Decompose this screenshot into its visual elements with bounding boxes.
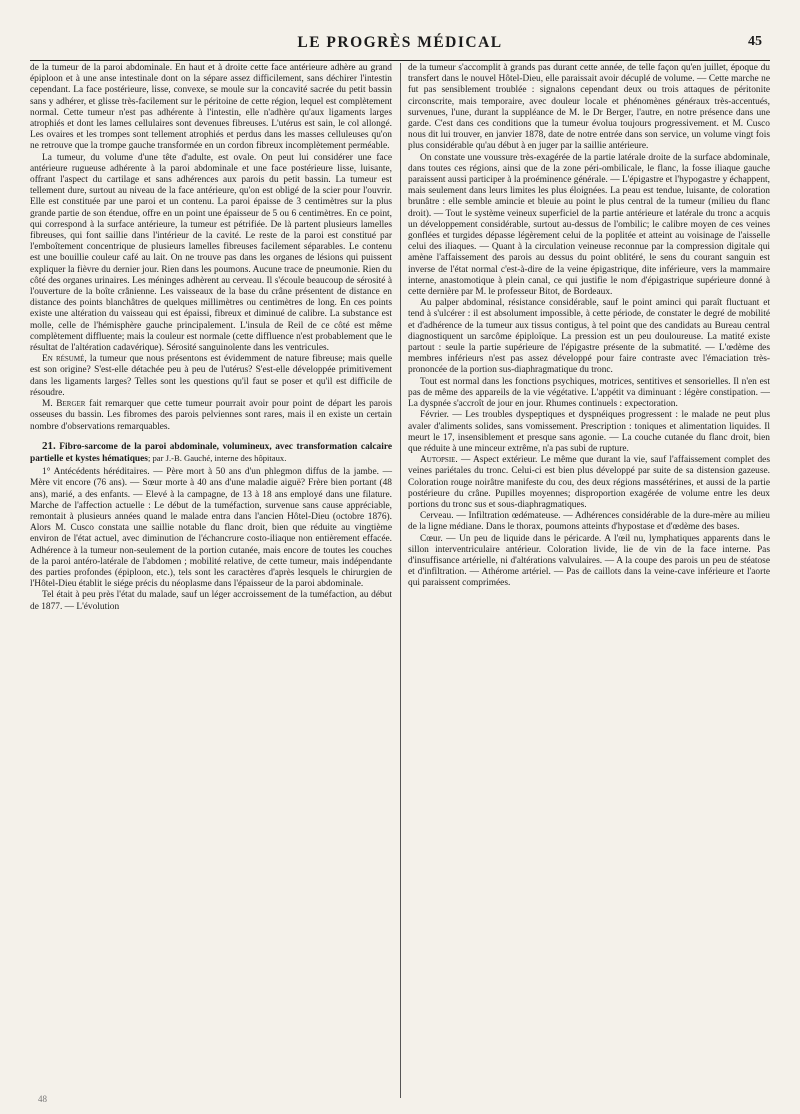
paragraph-text: fait remarquer que cette tumeur pourrait avoir pour point de départ les parois osseuses du bassin. Les fibromes des parois pelviennes sont rares, mais il en existe un certain nombre d'observations remarquables. (30, 399, 392, 432)
right-column (408, 63, 770, 1098)
paragraph: Cerveau. — Infiltration œdémateuse. — Adhérences considérable de la dure-mère au milieu de la ligne médiane. Dans le thorax, poumons atteints d'hypostase et d'œdème des bases. (408, 511, 770, 533)
run-in-lead: M. Berger (42, 399, 86, 410)
paragraph: 1° Antécédents héréditaires. — Père mort à 50 ans d'un phlegmon diffus de la jambe. — Mère vit encore (76 ans). — Sœur morte à 40 ans d'une maladie aiguë? Frère bien portant (48 ans), marié, a des enfants. — Elevé à la campagne, de 13 à 18 ans employé dans une filature. Marche de l'affection actuelle : Le début de la tuméfaction, survenue sans cause appréciable, remontait à plusieurs années quand le malade entra dans l'ancien Hôtel-Dieu (octobre 1876). Alors M. Cusco constata une saillie notable du flanc droit, bien que réduite au vingtième environ de l'état actuel, avec diminution de l'échancrure costo-iliaque non entièrement effacée. Adhérence à la tumeur non-seulement de la portion cutanée, mais encore de toutes les couches de la paroi antéro-latérale de l'abdomen ; mobilité relative, de cette tumeur, mais indépendante des parties profondes (épiploon, etc.), tels sont les caractères d'après lesquels le chirurgien de l'Hôtel-Dieu établit le siége précis du néoplasme dans l'épaisseur de la paroi abdominale. (30, 467, 392, 590)
section-number: 21. (42, 439, 56, 452)
paragraph: Tout est normal dans les fonctions psychiques, motrices, sentitives et sensorielles. Il n'en est pas de même des appareils de la vie végétative. L'appétit va diminuant : légère constipation. — La dyspnée s'accroît de jour en jour. Rhumes continuels : expectoration. (408, 376, 770, 410)
paragraph (30, 354, 392, 399)
paragraph: Au palper abdominal, résistance considérable, sauf le point aminci qui paraît fluctuant et tend à s'ulcérer : il est absolument impossible, à cette période, de constater le degré de mobilité et d'adhérence de la tumeur aux tissus contigus, à tel point que des candidats au Bureau central diagnostiquent un sarcôme épiploïque. La pression est un peu douloureuse. La matité existe partout : seule la partie supérieure de l'épigastre présente de la submatité. — L'œdème des membres inférieurs n'est pas assez développé pour faire contraste avec l'émaciation très-prononcée de la portion sus-diaphragmatique du tronc. (408, 298, 770, 376)
paragraph (30, 399, 392, 433)
paragraph (408, 410, 770, 455)
paragraph-text: — Les troubles dyspeptiques et dyspnéiques progressent : le malade ne peut plus avaler d'aliments solides, sans vomissement. Prescription : toniques et alimentation liquides. Il meurt le 17, insensiblement et presque sans agonie. — La couche cutanée du flanc droit, bien que réduite à une minceur extrême, n'a pas subi de rupture. (408, 410, 770, 454)
left-column (30, 63, 392, 1098)
run-in-lead: Février. (420, 410, 449, 421)
run-in-lead: En résumé (42, 354, 85, 365)
section-heading (30, 441, 392, 465)
column-divider (400, 63, 401, 1098)
paragraph: On constate une voussure très-exagérée de la partie latérale droite de la surface abdominale, dans toutes ces régions, ainsi que de la zone péri-ombilicale, le flanc, la fosse iliaque gauche paraissent aussi participer à la proéminence générale. — L'épigastre et l'hypogastre y échappent, mais seulement dans leurs limites les plus éloignées. La peau est tendue, luisante, de coloration brunâtre : elle semble amincie et bleuie au point le plus central de la tumeur (milieu du flanc droit). — Tout le système veineux superficiel de la partie antérieure et latérale du tronc a acquis un développement considérable, surtout au-dessus de l'ombilic; le calibre moyen de ces veines gonflées et turgides dépasse légèrement celui de la poplitée et atteint au voisinage de l'aisselle celui des iliaques. — Quant à la circulation veineuse reconnue par la compression digitale qui amène l'affaissement des parois au dessus du point oblitéré, le sens du courant sanguin est inverse de l'état normal c'est-à-dire de la veine épigastrique, dite inférieure, vers la mammaire interne, anastomotique à plein canal, ce qui justifie le nom d'épigastrique supérieure donné à cette dernière par M. le professeur Bitot, de Bordeaux. (408, 152, 770, 298)
two-column-body (30, 63, 770, 1098)
paragraph: de la tumeur de la paroi abdominale. En haut et à droite cette face antérieure adhère au grand épiploon et à une anse intestinale dont on la sépare assez difficilement, sans déchirer l'intestin cependant. La face postérieure, lisse, convexe, se moule sur la concavité sacrée du petit bassin sans y adhérer, et glisse très-facilement sur le péritoine de cette région, lequel est complètement normal. Cette tumeur n'est pas adhérente à l'intestin, elle n'adhère qu'aux ligaments larges atrophiés et dont les lames cellulaires sont devenues fibreuses. L'utérus est sain, le col allongé. Les ovaires et les trompes sont tellement atrophiés et perdus dans les masses celluleuses qu'on ne retrouve que la trompe gauche transformée en un cordon fibreux incomplètement perméable. (30, 63, 392, 152)
page-header (30, 34, 770, 56)
paragraph (408, 455, 770, 511)
paragraph: Cœur. — Un peu de liquide dans le péricarde. A l'œil nu, lymphatiques apparents dans le sillon interventriculaire antérieur. Coloration livide, lie de vin de la face interne. Pas d'insuffisance artérielle, ni d'altérations valvulaires. — A la coupe des parois un peu de stéatose et d'infiltration. — Athérome artériel. — Pas de caillots dans la veine-cave inférieure et l'aorte qui paraissent comprimées. (408, 533, 770, 589)
header-rule (30, 60, 770, 61)
page-number: 45 (748, 34, 762, 49)
paragraph: de la tumeur s'accomplit à grands pas durant cette année, de telle façon qu'en juillet, époque du transfert dans le nouvel Hôtel-Dieu, elle paraissait avoir décuplé de volume. — Cette marche ne fut pas sensiblement troublée : signalons cependant deux ou trois attaques de péritonite circonscrite, mais temporaire, avec douleur locale et phénomènes généraux très-accentués, survenues, l'une, durant la suppléance de M. le Dr Berger, l'autre, en notre présence dans une garde. C'est dans ces conditions que la tumeur évolua toujours progressivement. et M. Cusco nous dit lui trouver, en janvier 1878, date de notre entrée dans son service, un volume vingt fois plus considérable qu'au début à en juger par la saillie antérieure. (408, 63, 770, 152)
paragraph: Tel était à peu près l'état du malade, sauf un léger accroissement de la tuméfaction, au début de 1877. — L'évolution (30, 590, 392, 612)
paragraph-text: , la tumeur que nous présentons est évidemment de nature fibreuse; mais quelle est son origine? S'est-elle détachée peu à peu de l'utérus? S'est-elle développée primitivement dans les ligaments larges? Telles sont les questions qu'il faut se poser et qu'il est difficile de résoudre. (30, 354, 392, 398)
section-byline: ; par J.-B. Gauché, interne des hôpitaux. (147, 452, 287, 463)
paragraph-text: — Aspect extérieur. Le même que durant la vie, sauf l'affaissement complet des veines pariétales du tronc. Celui-ci est bien plus développé par suite de sa distension gazeuse. Coloration rouge noirâtre manifeste du cou, des deux régions massétérines, et aussi de la partie postérieure du crâne. Pupilles moyennes; disproportion exagérée de volume entre les deux portions du tronc sus et sous-diaphragmatiques. (408, 455, 770, 510)
run-in-lead: Autopsie. (420, 455, 458, 466)
section-title: Fibro-sarcome de la paroi abdominale, volumineux, avec transformation calcaire partielle et kystes hématiques (30, 441, 392, 464)
paragraph: La tumeur, du volume d'une tête d'adulte, est ovale. On peut lui considérer une face antérieure rugueuse adhérente à la paroi abdominale et une face postérieure lisse, luisante, offrant l'aspect du cartilage et sans adhérences aux parois du petit bassin. La tumeur est tellement dure, surtout au niveau de la face antérieure, qu'on est obligé de la scier pour l'ouvrir. Elle est constituée par une paroi et un contenu. La paroi épaisse de 3 centimètres sur la plus grande partie de son étendue, offre en un point une épaisseur de 5 ou 6 centimètres. En ce point, qui correspond à la surface antérieure, la tumeur est pétrifiée. De là partent plusieurs lamelles fibreuses, qui font saillie dans l'intérieur de la cavité. Le reste de la paroi est constitué par l'emboîtement concentrique de plusieurs lamelles fibreuses facilement séparables. Le contenu est une bouillie couleur café au lait. On ne trouve pas dans les organes de lésions qui puissent expliquer la fièvre du dernier jour. Rien dans les poumons. Aucune trace de pneumonie. Rien du côté des organes urinaires. Les méninges adhèrent au cerveau. Il s'écoule beaucoup de sérosité à l'ouverture de la boîte crânienne. Les vaisseaux de la base du crâne présentent de distance en distance des points blanchâtres de quelques millimètres ou centimètres de long. En ces points existe une altération du vaisseau qui est épaissi, fibreux et diminué de calibre. La substance est molle, celle de l'hémisphère gauche principalement. L'insula de Reil de ce côté est même complètement diffluente; mais la couleur est normale (cette diffluence n'est probablement que le résultat de l'altération cadavérique). Sérosité sanguinolente dans les ventricules. (30, 152, 392, 354)
journal-title: LE PROGRÈS MÉDICAL (297, 34, 503, 51)
footer-mark: 48 (38, 1094, 47, 1104)
